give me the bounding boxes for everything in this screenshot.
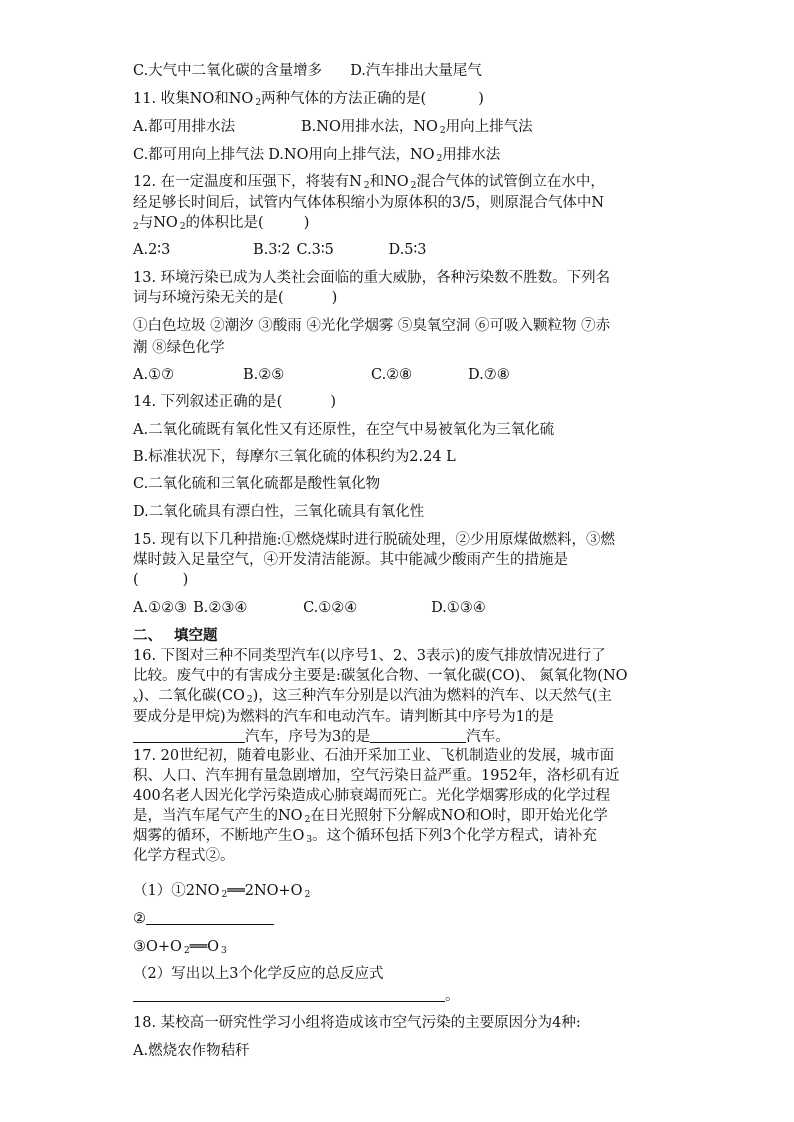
q12-option-d: D.5∶3: [388, 242, 427, 258]
q12-option-b: B.3∶2: [253, 242, 291, 258]
q12-line-2: 经足够长时间后，试管内气体体积缩小为原体积的3/5，则原混合气体中N: [133, 195, 605, 211]
q16-line-1: 16. 下图对三种不同类型汽车(以序号1、2、3表示)的废气排放情况进行了: [133, 648, 606, 664]
q17-line-6: 化学方程式②。: [133, 848, 235, 864]
subscript: 2: [363, 181, 370, 191]
q10-option-d: D.汽车排出大量尾气: [350, 63, 482, 79]
q11-stem-text: 11. 收集NO和NO: [133, 91, 254, 107]
q11-option-d-text-2: 用排水法: [442, 147, 501, 163]
q17-equation-1: [133, 881, 310, 905]
q10-option-c: C.大气中二氧化碳的含量增多: [133, 63, 323, 79]
subscript: 3: [306, 835, 313, 845]
subscript: 2: [255, 98, 262, 108]
subscript: 2: [436, 154, 443, 164]
subscript: 2: [304, 890, 311, 900]
q11-option-c: C.都可用向上排气法: [133, 147, 265, 163]
q12-text-4: 与NO: [138, 215, 178, 231]
subscript: 3: [221, 946, 227, 956]
q14-stem: [133, 392, 336, 412]
q13-text: 词与环境污染无关的是(: [133, 290, 284, 306]
q13-line-3: ①白色垃圾 ②潮汐 ③酸雨 ④光化学烟雾 ⑤臭氧空洞 ⑥可吸入颗粒物 ⑦赤: [133, 318, 611, 334]
q16-line-5: [133, 727, 510, 747]
subscript: 2: [133, 222, 139, 232]
q17-text-3: 烟雾的循环，不断地产生O: [133, 828, 305, 844]
q14-option-c: C.二氧化硫和三氧化硫都是酸性氧化物: [133, 476, 381, 492]
subscript: 2: [246, 695, 253, 705]
paren-close: ): [330, 394, 336, 410]
paren-close: ): [182, 572, 189, 588]
q16-text-3: 汽车，序号为3的是: [245, 729, 371, 745]
q17-part-2: （2）写出以上3个化学反应的总反应式: [133, 966, 384, 982]
q12-text-3: 混合气体的试管倒立在水中，: [416, 174, 605, 190]
q13-option-c: C.②⑧: [371, 367, 413, 383]
equation-text-2: ══2NO+O: [227, 883, 303, 899]
q13-option-b: B.②⑤: [243, 367, 285, 383]
q15-option-a: A.①②③: [133, 600, 188, 616]
q17-line-1: 17. 20世纪初，随着电影业、石油开采加工业、飞机制造业的发展，城市面: [133, 748, 615, 764]
q17-text-2: 在日光照射下分解成NO和O时，即开始光化学: [310, 808, 608, 824]
q18-option-a: A.燃烧农作物秸秆: [133, 1043, 250, 1059]
q11-option-a: A.都可用排水法: [133, 119, 236, 135]
q11-stem: [133, 89, 484, 113]
q14-option-b: B.标准状况下，每摩尔三氧化硫的体积约为2.24 L: [133, 449, 456, 465]
answer-blank-1[interactable]: [133, 728, 245, 743]
q11-option-d-text: D.NO用向上排气法，NO: [268, 147, 435, 163]
q11-option-b: [301, 117, 533, 141]
q13-line-1: 13. 环境污染已成为人类社会面临的重大威胁，各种污染数不胜数。下列名: [133, 270, 611, 286]
q16-text-4: 汽车。: [466, 729, 510, 745]
q12-text: 12. 在一定温度和压强下，将装有N: [133, 174, 362, 190]
subscript: 2: [304, 815, 311, 825]
equation-text-4: ══O: [189, 939, 220, 955]
q12-line-3: [133, 213, 309, 237]
q13-option-a: A.①⑦: [133, 367, 175, 383]
q16-line-2: 比较。废气中的有害成分主要是:碳氢化合物、一氧化碳(CO)、 氮氧化物(NO: [133, 668, 628, 684]
q16-line-4: 要成分是甲烷)为燃料的汽车和电动汽车。请判断其中序号为1的是: [133, 709, 554, 725]
q17-equation-2: [133, 909, 274, 929]
q12-option-c: C.3∶5: [296, 242, 334, 258]
q16-text-2: )，这三种汽车分别是以汽油为燃料的汽车、以天然气(主: [252, 688, 612, 704]
q17-equation-3: [133, 937, 227, 961]
q15-option-d: D.①③④: [431, 600, 486, 616]
subscript: 2: [183, 946, 190, 956]
q12-option-a: A.2∶3: [133, 242, 171, 258]
q17-line-3: 400名老人因光化学污染造成心肺衰竭而死亡。光化学烟雾形成的化学过程: [133, 788, 611, 804]
q13-option-d: D.⑦⑧: [468, 367, 510, 383]
equation-blank[interactable]: [146, 910, 274, 925]
q17-line-2: 积、人口、汽车拥有量急剧增加，空气污染日益严重。1952年，洛杉矶有近: [133, 768, 620, 784]
q15-line-1: 15. 现有以下几种措施:①燃烧煤时进行脱硫处理，②少用原煤做燃料，③燃: [133, 532, 616, 548]
q13-line-2: [133, 288, 337, 308]
q10-options-row: [133, 61, 482, 81]
paren-close: ): [478, 91, 484, 107]
q12-options-row: [133, 240, 426, 260]
paren-open: (: [133, 572, 139, 588]
q18-line-1: 18. 某校高一研究性学习小组将造成该市空气污染的主要原因分为4种:: [133, 1015, 581, 1031]
q14-option-d: D.二氧化硫具有漂白性，三氧化硫具有氧化性: [133, 504, 425, 520]
subscript: 2: [221, 890, 228, 900]
q11-option-b-text: B.NO用排水法，NO: [301, 119, 438, 135]
q12-text-5: 的体积比是(: [185, 215, 264, 231]
q11-option-b-text-2: 用向上排气法: [445, 119, 533, 135]
q15-option-c: C.①②④: [303, 600, 358, 616]
subscript: 2: [439, 126, 446, 136]
q15-option-b: B.②③④: [193, 600, 248, 616]
q17-part-2-answer: [133, 986, 460, 1006]
period: 。: [445, 988, 460, 1004]
q11-option-d: [268, 145, 500, 169]
q16-text: )、二氧化碳(CO: [138, 688, 245, 704]
q12-text-2: 和NO: [369, 174, 409, 190]
section-heading: [133, 626, 218, 646]
q13-line-4: 潮 ⑧绿色化学: [133, 340, 225, 356]
paren-close: ): [331, 290, 338, 306]
section-number: 二、: [133, 627, 162, 644]
equation-text-3: ③O+O: [133, 939, 182, 955]
q11-options-row-1: [133, 117, 533, 141]
q15-line-2: 煤时鼓入足量空气，④开发清洁能源。其中能减少酸雨产生的措施是: [133, 552, 568, 568]
equation-label: ②: [133, 911, 146, 927]
answer-blank-3[interactable]: [133, 987, 445, 1002]
subscript: x: [133, 695, 139, 705]
q14-text: 14. 下列叙述正确的是(: [133, 394, 283, 410]
section-title: 填空题: [174, 627, 218, 644]
paren-close: ): [303, 215, 310, 231]
q17-text: 是，当汽车尾气产生的NO: [133, 808, 303, 824]
q13-options-row: [133, 365, 510, 385]
q11-options-row-2: [133, 145, 500, 169]
answer-blank-2[interactable]: [370, 728, 466, 743]
q17-text-4: 。这个循环包括下列3个化学方程式，请补充: [312, 828, 597, 844]
subscript: 2: [410, 181, 417, 191]
q15-line-3: [133, 570, 188, 590]
equation-text: （1）①2NO: [133, 883, 220, 899]
q11-stem-text-2: 两种气体的方法正确的是(: [261, 91, 427, 107]
q14-option-a: A.二氧化硫既有氧化性又有还原性，在空气中易被氧化为三氧化硫: [133, 422, 555, 438]
subscript: 2: [179, 222, 186, 232]
q15-options-row: [133, 598, 486, 618]
